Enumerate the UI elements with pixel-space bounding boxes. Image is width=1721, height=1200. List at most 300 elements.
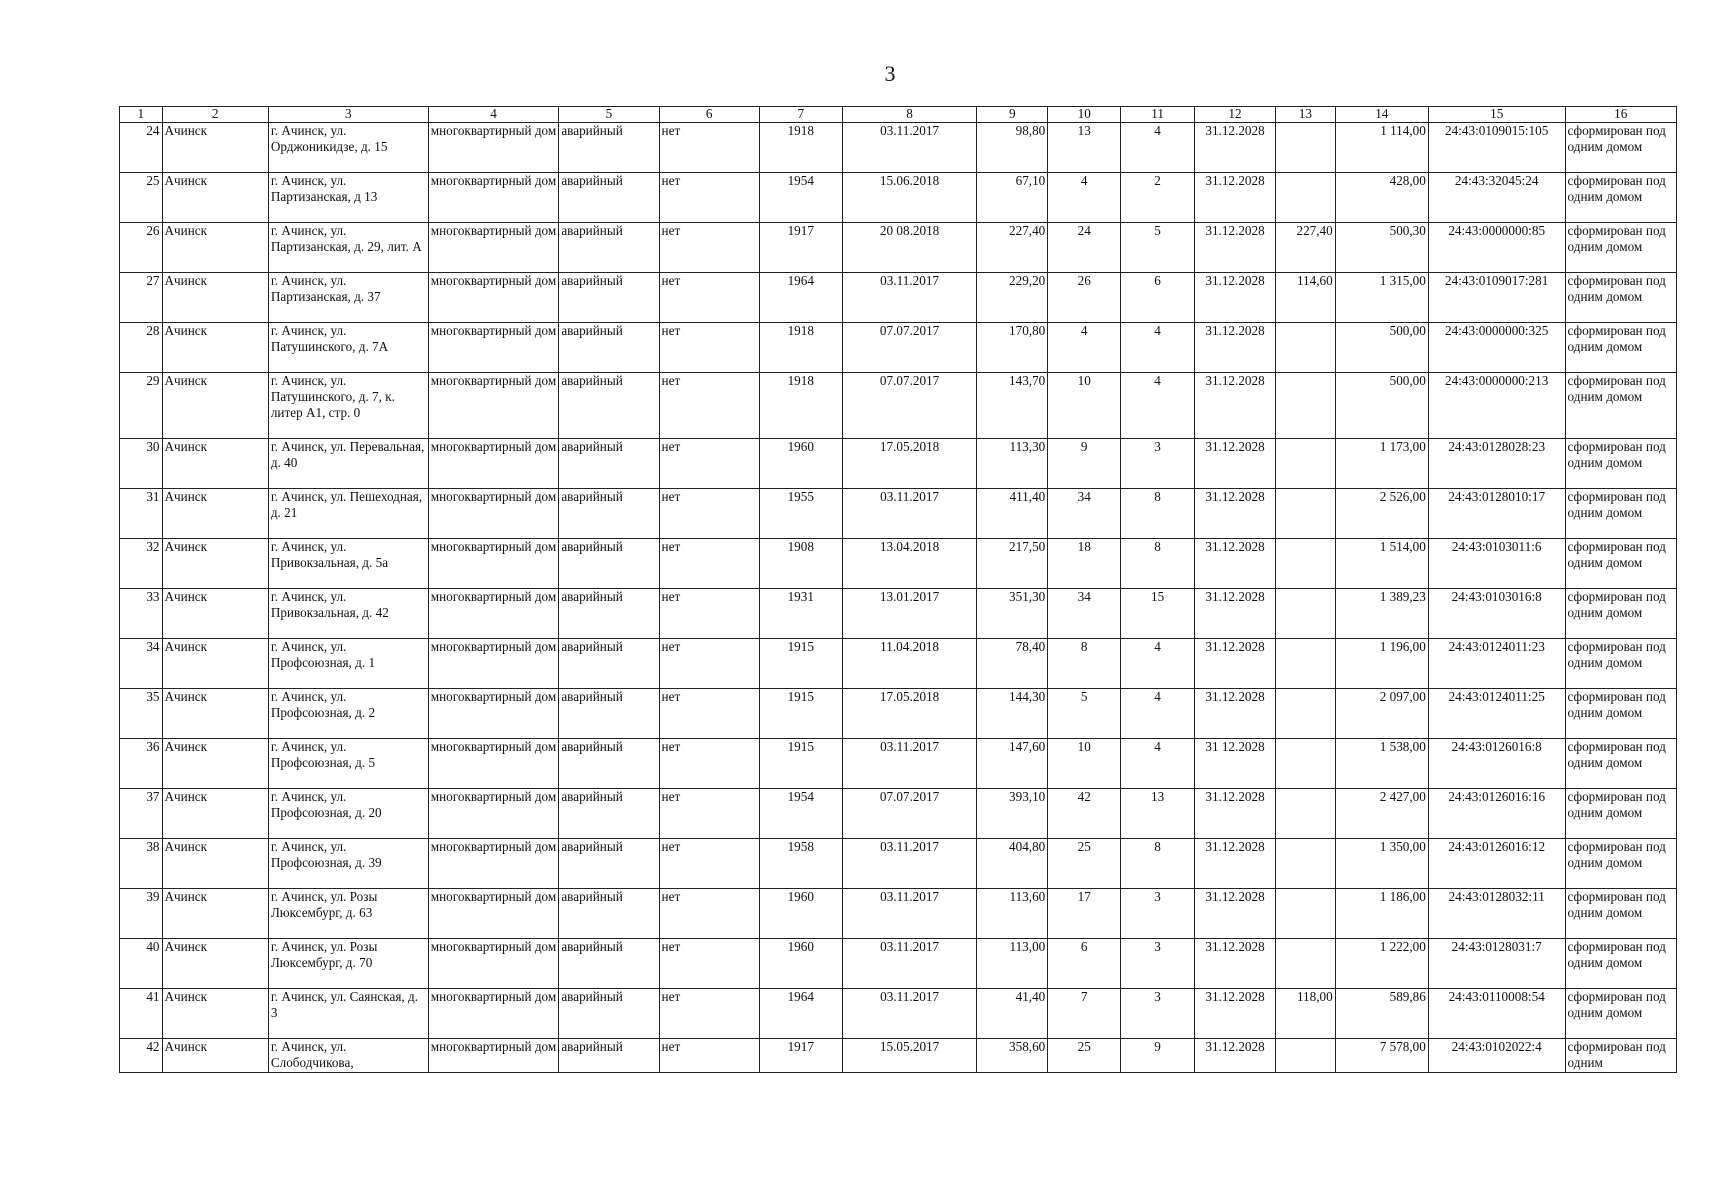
cell-land-status: сформирован под одним домом bbox=[1565, 323, 1676, 373]
column-header-total-area: 9 bbox=[977, 107, 1048, 123]
cell-condition: аварийный bbox=[559, 323, 659, 373]
cell-total-area: 411,40 bbox=[977, 489, 1048, 539]
cell-land-area: 1 173,00 bbox=[1335, 439, 1428, 489]
cell-nonresidential-area bbox=[1276, 539, 1336, 589]
cell-land-area: 7 578,00 bbox=[1335, 1039, 1428, 1073]
cell-cadastral-number: 24:43:0109017:281 bbox=[1428, 273, 1565, 323]
cell-apartments: 3 bbox=[1121, 989, 1195, 1039]
cell-recognition-date: 03.11.2017 bbox=[842, 939, 977, 989]
cell-house-type: многоквартирный дом bbox=[428, 689, 559, 739]
cell-house-type: многоквартирный дом bbox=[428, 373, 559, 439]
cell-residents: 25 bbox=[1048, 839, 1121, 889]
cell-apartments: 4 bbox=[1121, 123, 1195, 173]
cell-cadastral-number: 24:43:0128032:11 bbox=[1428, 889, 1565, 939]
cell-address: г. Ачинск, ул. Слободчикова, bbox=[268, 1039, 428, 1073]
cell-total-area: 113,60 bbox=[977, 889, 1048, 939]
cell-total-area: 41,40 bbox=[977, 989, 1048, 1039]
cell-residents: 34 bbox=[1048, 489, 1121, 539]
cell-emergency-flag: нет bbox=[659, 223, 759, 273]
cell-row-number: 40 bbox=[120, 939, 163, 989]
cell-apartments: 13 bbox=[1121, 789, 1195, 839]
cell-total-area: 229,20 bbox=[977, 273, 1048, 323]
cell-condition: аварийный bbox=[559, 439, 659, 489]
cell-municipality: Ачинск bbox=[162, 223, 268, 273]
cell-recognition-date: 03.11.2017 bbox=[842, 489, 977, 539]
cell-condition: аварийный bbox=[559, 739, 659, 789]
cell-recognition-date: 11.04.2018 bbox=[842, 639, 977, 689]
cell-land-status: сформирован под одним домом bbox=[1565, 689, 1676, 739]
cell-address: г. Ачинск, ул. Профсоюзная, д. 1 bbox=[268, 639, 428, 689]
cell-house-type: многоквартирный дом bbox=[428, 989, 559, 1039]
cell-residents: 18 bbox=[1048, 539, 1121, 589]
table-row bbox=[120, 373, 1677, 439]
cell-condition: аварийный bbox=[559, 789, 659, 839]
cell-municipality: Ачинск bbox=[162, 489, 268, 539]
column-number-row bbox=[120, 107, 1677, 123]
cell-apartments: 9 bbox=[1121, 1039, 1195, 1073]
cell-cadastral-number: 24:43:0103011:6 bbox=[1428, 539, 1565, 589]
cell-row-number: 32 bbox=[120, 539, 163, 589]
cell-relocation-deadline: 31.12.2028 bbox=[1195, 639, 1276, 689]
cell-relocation-deadline: 31.12.2028 bbox=[1195, 123, 1276, 173]
cell-residents: 13 bbox=[1048, 123, 1121, 173]
cell-total-area: 78,40 bbox=[977, 639, 1048, 689]
cell-land-status: сформирован под одним домом bbox=[1565, 223, 1676, 273]
cell-build-year: 1915 bbox=[759, 689, 842, 739]
cell-total-area: 358,60 bbox=[977, 1039, 1048, 1073]
table-body bbox=[120, 123, 1677, 1073]
cell-recognition-date: 03.11.2017 bbox=[842, 273, 977, 323]
cell-emergency-flag: нет bbox=[659, 639, 759, 689]
cell-address: г. Ачинск, ул. Партизанская, д 13 bbox=[268, 173, 428, 223]
cell-residents: 17 bbox=[1048, 889, 1121, 939]
cell-land-status: сформирован под одним домом bbox=[1565, 439, 1676, 489]
cell-condition: аварийный bbox=[559, 539, 659, 589]
cell-condition: аварийный bbox=[559, 589, 659, 639]
cell-condition: аварийный bbox=[559, 689, 659, 739]
cell-house-type: многоквартирный дом bbox=[428, 273, 559, 323]
cell-residents: 8 bbox=[1048, 639, 1121, 689]
cell-recognition-date: 17.05.2018 bbox=[842, 439, 977, 489]
cell-cadastral-number: 24:43:0109015:105 bbox=[1428, 123, 1565, 173]
cell-cadastral-number: 24:43:0124011:25 bbox=[1428, 689, 1565, 739]
cell-total-area: 227,40 bbox=[977, 223, 1048, 273]
cell-municipality: Ачинск bbox=[162, 439, 268, 489]
cell-total-area: 144,30 bbox=[977, 689, 1048, 739]
table-row bbox=[120, 739, 1677, 789]
cell-emergency-flag: нет bbox=[659, 889, 759, 939]
table-row bbox=[120, 639, 1677, 689]
column-header-recognition-date: 8 bbox=[842, 107, 977, 123]
table-row bbox=[120, 989, 1677, 1039]
cell-relocation-deadline: 31.12.2028 bbox=[1195, 1039, 1276, 1073]
cell-build-year: 1955 bbox=[759, 489, 842, 539]
cell-house-type: многоквартирный дом bbox=[428, 889, 559, 939]
cell-land-area: 1 350,00 bbox=[1335, 839, 1428, 889]
table-row bbox=[120, 439, 1677, 489]
cell-cadastral-number: 24:43:0126016:8 bbox=[1428, 739, 1565, 789]
cell-relocation-deadline: 31.12.2028 bbox=[1195, 889, 1276, 939]
cell-cadastral-number: 24:43:0128031:7 bbox=[1428, 939, 1565, 989]
cell-address: г. Ачинск, ул. Профсоюзная, д. 20 bbox=[268, 789, 428, 839]
table-row bbox=[120, 1039, 1677, 1073]
cell-residents: 5 bbox=[1048, 689, 1121, 739]
cell-recognition-date: 03.11.2017 bbox=[842, 989, 977, 1039]
column-header-cadastral-number: 15 bbox=[1428, 107, 1565, 123]
cell-relocation-deadline: 31.12.2028 bbox=[1195, 223, 1276, 273]
cell-cadastral-number: 24:43:0126016:12 bbox=[1428, 839, 1565, 889]
cell-house-type: многоквартирный дом bbox=[428, 739, 559, 789]
cell-nonresidential-area bbox=[1276, 839, 1336, 889]
cell-emergency-flag: нет bbox=[659, 539, 759, 589]
cell-build-year: 1915 bbox=[759, 639, 842, 689]
cell-apartments: 3 bbox=[1121, 439, 1195, 489]
cell-municipality: Ачинск bbox=[162, 1039, 268, 1073]
cell-recognition-date: 07.07.2017 bbox=[842, 323, 977, 373]
cell-row-number: 34 bbox=[120, 639, 163, 689]
cell-row-number: 31 bbox=[120, 489, 163, 539]
cell-row-number: 36 bbox=[120, 739, 163, 789]
table-row bbox=[120, 173, 1677, 223]
cell-row-number: 24 bbox=[120, 123, 163, 173]
cell-relocation-deadline: 31.12.2028 bbox=[1195, 173, 1276, 223]
cell-row-number: 27 bbox=[120, 273, 163, 323]
column-header-land-status: 16 bbox=[1565, 107, 1676, 123]
cell-residents: 24 bbox=[1048, 223, 1121, 273]
cell-land-status: сформирован под одним домом bbox=[1565, 939, 1676, 989]
cell-emergency-flag: нет bbox=[659, 173, 759, 223]
cell-land-area: 428,00 bbox=[1335, 173, 1428, 223]
cell-build-year: 1917 bbox=[759, 223, 842, 273]
column-header-build-year: 7 bbox=[759, 107, 842, 123]
cell-land-status: сформирован под одним домом bbox=[1565, 789, 1676, 839]
cell-municipality: Ачинск bbox=[162, 323, 268, 373]
cell-municipality: Ачинск bbox=[162, 689, 268, 739]
cell-build-year: 1918 bbox=[759, 123, 842, 173]
cell-build-year: 1908 bbox=[759, 539, 842, 589]
cell-condition: аварийный bbox=[559, 489, 659, 539]
cell-relocation-deadline: 31.12.2028 bbox=[1195, 539, 1276, 589]
cell-land-status: сформирован под одним домом bbox=[1565, 739, 1676, 789]
cell-row-number: 25 bbox=[120, 173, 163, 223]
cell-municipality: Ачинск bbox=[162, 123, 268, 173]
cell-residents: 4 bbox=[1048, 173, 1121, 223]
cell-land-area: 500,30 bbox=[1335, 223, 1428, 273]
cell-house-type: многоквартирный дом bbox=[428, 539, 559, 589]
cell-recognition-date: 17.05.2018 bbox=[842, 689, 977, 739]
cell-row-number: 29 bbox=[120, 373, 163, 439]
cell-land-status: сформирован под одним домом bbox=[1565, 489, 1676, 539]
cell-cadastral-number: 24:43:0128028:23 bbox=[1428, 439, 1565, 489]
cell-nonresidential-area bbox=[1276, 1039, 1336, 1073]
cell-emergency-flag: нет bbox=[659, 589, 759, 639]
cell-relocation-deadline: 31.12.2028 bbox=[1195, 273, 1276, 323]
cell-recognition-date: 20 08.2018 bbox=[842, 223, 977, 273]
cell-address: г. Ачинск, ул. Привокзальная, д. 42 bbox=[268, 589, 428, 639]
cell-emergency-flag: нет bbox=[659, 273, 759, 323]
cell-house-type: многоквартирный дом bbox=[428, 939, 559, 989]
cell-apartments: 3 bbox=[1121, 939, 1195, 989]
cell-address: г. Ачинск, ул. Орджоникидзе, д. 15 bbox=[268, 123, 428, 173]
cell-land-area: 1 389,23 bbox=[1335, 589, 1428, 639]
cell-apartments: 4 bbox=[1121, 639, 1195, 689]
cell-nonresidential-area bbox=[1276, 489, 1336, 539]
table-row bbox=[120, 839, 1677, 889]
cell-address: г. Ачинск, ул. Розы Люксембург, д. 63 bbox=[268, 889, 428, 939]
cell-residents: 10 bbox=[1048, 373, 1121, 439]
cell-relocation-deadline: 31.12.2028 bbox=[1195, 489, 1276, 539]
cell-land-status: сформирован под одним домом bbox=[1565, 123, 1676, 173]
cell-address: г. Ачинск, ул. Партизанская, д. 37 bbox=[268, 273, 428, 323]
cell-cadastral-number: 24:43:0000000:325 bbox=[1428, 323, 1565, 373]
cell-total-area: 98,80 bbox=[977, 123, 1048, 173]
cell-land-area: 1 114,00 bbox=[1335, 123, 1428, 173]
cell-total-area: 351,30 bbox=[977, 589, 1048, 639]
table-row bbox=[120, 889, 1677, 939]
cell-row-number: 33 bbox=[120, 589, 163, 639]
cell-land-status: сформирован под одним домом bbox=[1565, 539, 1676, 589]
cell-house-type: многоквартирный дом bbox=[428, 223, 559, 273]
column-header-condition: 5 bbox=[559, 107, 659, 123]
cell-recognition-date: 13.04.2018 bbox=[842, 539, 977, 589]
cell-recognition-date: 07.07.2017 bbox=[842, 789, 977, 839]
cell-recognition-date: 07.07.2017 bbox=[842, 373, 977, 439]
cell-build-year: 1964 bbox=[759, 273, 842, 323]
cell-land-status: сформирован под одним домом bbox=[1565, 839, 1676, 889]
cell-house-type: многоквартирный дом bbox=[428, 839, 559, 889]
cell-address: г. Ачинск, ул. Профсоюзная, д. 5 bbox=[268, 739, 428, 789]
cell-apartments: 4 bbox=[1121, 689, 1195, 739]
cell-condition: аварийный bbox=[559, 173, 659, 223]
cell-condition: аварийный bbox=[559, 123, 659, 173]
cell-total-area: 67,10 bbox=[977, 173, 1048, 223]
cell-recognition-date: 03.11.2017 bbox=[842, 123, 977, 173]
cell-nonresidential-area bbox=[1276, 889, 1336, 939]
cell-municipality: Ачинск bbox=[162, 589, 268, 639]
column-header-apartments: 11 bbox=[1121, 107, 1195, 123]
cell-nonresidential-area: 114,60 bbox=[1276, 273, 1336, 323]
cell-address: г. Ачинск, ул. Пешеходная, д. 21 bbox=[268, 489, 428, 539]
cell-residents: 7 bbox=[1048, 989, 1121, 1039]
cell-house-type: многоквартирный дом bbox=[428, 323, 559, 373]
cell-relocation-deadline: 31.12.2028 bbox=[1195, 439, 1276, 489]
cell-nonresidential-area bbox=[1276, 789, 1336, 839]
cell-land-area: 1 538,00 bbox=[1335, 739, 1428, 789]
cell-land-status: сформирован под одним домом bbox=[1565, 889, 1676, 939]
cell-residents: 34 bbox=[1048, 589, 1121, 639]
cell-total-area: 147,60 bbox=[977, 739, 1048, 789]
cell-municipality: Ачинск bbox=[162, 839, 268, 889]
cell-apartments: 6 bbox=[1121, 273, 1195, 323]
cell-build-year: 1954 bbox=[759, 173, 842, 223]
cell-municipality: Ачинск bbox=[162, 373, 268, 439]
cell-row-number: 38 bbox=[120, 839, 163, 889]
cell-address: г. Ачинск, ул. Патушинского, д. 7А bbox=[268, 323, 428, 373]
cell-emergency-flag: нет bbox=[659, 373, 759, 439]
cell-cadastral-number: 24:43:0103016:8 bbox=[1428, 589, 1565, 639]
column-header-relocation-deadline: 12 bbox=[1195, 107, 1276, 123]
cell-build-year: 1964 bbox=[759, 989, 842, 1039]
cell-recognition-date: 15.06.2018 bbox=[842, 173, 977, 223]
cell-apartments: 4 bbox=[1121, 739, 1195, 789]
cell-nonresidential-area bbox=[1276, 639, 1336, 689]
cell-house-type: многоквартирный дом bbox=[428, 1039, 559, 1073]
column-header-land-area: 14 bbox=[1335, 107, 1428, 123]
cell-cadastral-number: 24:43:0126016:16 bbox=[1428, 789, 1565, 839]
cell-recognition-date: 03.11.2017 bbox=[842, 839, 977, 889]
table-row bbox=[120, 223, 1677, 273]
cell-address: г. Ачинск, ул. Розы Люксембург, д. 70 bbox=[268, 939, 428, 989]
cell-land-status: сформирован под одним домом bbox=[1565, 373, 1676, 439]
cell-house-type: многоквартирный дом bbox=[428, 439, 559, 489]
cell-land-status: сформирован под одним домом bbox=[1565, 639, 1676, 689]
cell-total-area: 113,00 bbox=[977, 939, 1048, 989]
cell-land-area: 500,00 bbox=[1335, 373, 1428, 439]
cell-nonresidential-area: 227,40 bbox=[1276, 223, 1336, 273]
cell-residents: 9 bbox=[1048, 439, 1121, 489]
cell-cadastral-number: 24:43:0128010:17 bbox=[1428, 489, 1565, 539]
cell-nonresidential-area bbox=[1276, 689, 1336, 739]
cell-nonresidential-area bbox=[1276, 173, 1336, 223]
cell-municipality: Ачинск bbox=[162, 989, 268, 1039]
cell-apartments: 5 bbox=[1121, 223, 1195, 273]
cell-municipality: Ачинск bbox=[162, 889, 268, 939]
cell-municipality: Ачинск bbox=[162, 273, 268, 323]
cell-total-area: 393,10 bbox=[977, 789, 1048, 839]
page-number: 3 bbox=[884, 61, 896, 86]
cell-nonresidential-area bbox=[1276, 373, 1336, 439]
cell-land-status: сформирован под одним домом bbox=[1565, 273, 1676, 323]
cell-nonresidential-area: 118,00 bbox=[1276, 989, 1336, 1039]
column-header-residents: 10 bbox=[1048, 107, 1121, 123]
cell-relocation-deadline: 31.12.2028 bbox=[1195, 373, 1276, 439]
cell-nonresidential-area bbox=[1276, 589, 1336, 639]
cell-build-year: 1918 bbox=[759, 373, 842, 439]
cell-land-status: сформирован под одним домом bbox=[1565, 173, 1676, 223]
cell-municipality: Ачинск bbox=[162, 539, 268, 589]
cell-municipality: Ачинск bbox=[162, 639, 268, 689]
cell-relocation-deadline: 31.12.2028 bbox=[1195, 989, 1276, 1039]
cell-nonresidential-area bbox=[1276, 323, 1336, 373]
table-row bbox=[120, 489, 1677, 539]
cell-relocation-deadline: 31.12.2028 bbox=[1195, 839, 1276, 889]
cell-build-year: 1960 bbox=[759, 439, 842, 489]
cell-build-year: 1958 bbox=[759, 839, 842, 889]
cell-apartments: 2 bbox=[1121, 173, 1195, 223]
cell-emergency-flag: нет bbox=[659, 689, 759, 739]
cell-address: г. Ачинск, ул. Партизанская, д. 29, лит. А bbox=[268, 223, 428, 273]
cell-land-area: 2 097,00 bbox=[1335, 689, 1428, 739]
cell-emergency-flag: нет bbox=[659, 323, 759, 373]
cell-relocation-deadline: 31.12.2028 bbox=[1195, 689, 1276, 739]
cell-residents: 6 bbox=[1048, 939, 1121, 989]
cell-row-number: 35 bbox=[120, 689, 163, 739]
column-header-row-number: 1 bbox=[120, 107, 163, 123]
cell-emergency-flag: нет bbox=[659, 1039, 759, 1073]
cell-nonresidential-area bbox=[1276, 739, 1336, 789]
cell-relocation-deadline: 31.12.2028 bbox=[1195, 939, 1276, 989]
cell-land-area: 1 186,00 bbox=[1335, 889, 1428, 939]
cell-emergency-flag: нет bbox=[659, 439, 759, 489]
cell-cadastral-number: 24:43:32045:24 bbox=[1428, 173, 1565, 223]
cell-residents: 25 bbox=[1048, 1039, 1121, 1073]
cell-address: г. Ачинск, ул. Патушинского, д. 7, к. литер А1, стр. 0 bbox=[268, 373, 428, 439]
cell-apartments: 4 bbox=[1121, 373, 1195, 439]
cell-apartments: 8 bbox=[1121, 489, 1195, 539]
table-row bbox=[120, 939, 1677, 989]
cell-land-status: сформирован под одним bbox=[1565, 1039, 1676, 1073]
cell-relocation-deadline: 31 12.2028 bbox=[1195, 739, 1276, 789]
cell-build-year: 1931 bbox=[759, 589, 842, 639]
cell-address: г. Ачинск, ул. Саянская, д. 3 bbox=[268, 989, 428, 1039]
cell-apartments: 15 bbox=[1121, 589, 1195, 639]
registry-table bbox=[119, 106, 1677, 1073]
table-row bbox=[120, 789, 1677, 839]
cell-cadastral-number: 24:43:0124011:23 bbox=[1428, 639, 1565, 689]
column-header-house-type: 4 bbox=[428, 107, 559, 123]
cell-house-type: многоквартирный дом bbox=[428, 489, 559, 539]
column-header-municipality: 2 bbox=[162, 107, 268, 123]
cell-build-year: 1960 bbox=[759, 889, 842, 939]
column-header-nonresidential-area: 13 bbox=[1276, 107, 1336, 123]
cell-emergency-flag: нет bbox=[659, 123, 759, 173]
cell-row-number: 28 bbox=[120, 323, 163, 373]
cell-house-type: многоквартирный дом bbox=[428, 789, 559, 839]
cell-house-type: многоквартирный дом bbox=[428, 123, 559, 173]
cell-residents: 10 bbox=[1048, 739, 1121, 789]
table-row bbox=[120, 323, 1677, 373]
cell-land-area: 2 427,00 bbox=[1335, 789, 1428, 839]
cell-nonresidential-area bbox=[1276, 123, 1336, 173]
column-header-emergency-flag: 6 bbox=[659, 107, 759, 123]
table-row bbox=[120, 539, 1677, 589]
cell-land-area: 1 222,00 bbox=[1335, 939, 1428, 989]
cell-condition: аварийный bbox=[559, 373, 659, 439]
cell-row-number: 26 bbox=[120, 223, 163, 273]
cell-cadastral-number: 24:43:0102022:4 bbox=[1428, 1039, 1565, 1073]
cell-land-area: 500,00 bbox=[1335, 323, 1428, 373]
table-row bbox=[120, 273, 1677, 323]
cell-apartments: 8 bbox=[1121, 839, 1195, 889]
cell-build-year: 1960 bbox=[759, 939, 842, 989]
cell-address: г. Ачинск, ул. Профсоюзная, д. 2 bbox=[268, 689, 428, 739]
cell-emergency-flag: нет bbox=[659, 939, 759, 989]
cell-condition: аварийный bbox=[559, 939, 659, 989]
cell-land-area: 1 196,00 bbox=[1335, 639, 1428, 689]
cell-apartments: 8 bbox=[1121, 539, 1195, 589]
cell-build-year: 1954 bbox=[759, 789, 842, 839]
cell-municipality: Ачинск bbox=[162, 789, 268, 839]
cell-condition: аварийный bbox=[559, 639, 659, 689]
cell-recognition-date: 13.01.2017 bbox=[842, 589, 977, 639]
cell-land-area: 1 315,00 bbox=[1335, 273, 1428, 323]
cell-condition: аварийный bbox=[559, 889, 659, 939]
cell-relocation-deadline: 31.12.2028 bbox=[1195, 789, 1276, 839]
cell-emergency-flag: нет bbox=[659, 839, 759, 889]
cell-nonresidential-area bbox=[1276, 439, 1336, 489]
cell-relocation-deadline: 31.12.2028 bbox=[1195, 323, 1276, 373]
cell-total-area: 170,80 bbox=[977, 323, 1048, 373]
cell-recognition-date: 03.11.2017 bbox=[842, 739, 977, 789]
cell-apartments: 3 bbox=[1121, 889, 1195, 939]
column-header-address: 3 bbox=[268, 107, 428, 123]
cell-apartments: 4 bbox=[1121, 323, 1195, 373]
cell-residents: 4 bbox=[1048, 323, 1121, 373]
cell-address: г. Ачинск, ул. Привокзальная, д. 5а bbox=[268, 539, 428, 589]
cell-house-type: многоквартирный дом bbox=[428, 173, 559, 223]
cell-condition: аварийный bbox=[559, 273, 659, 323]
cell-house-type: многоквартирный дом bbox=[428, 639, 559, 689]
